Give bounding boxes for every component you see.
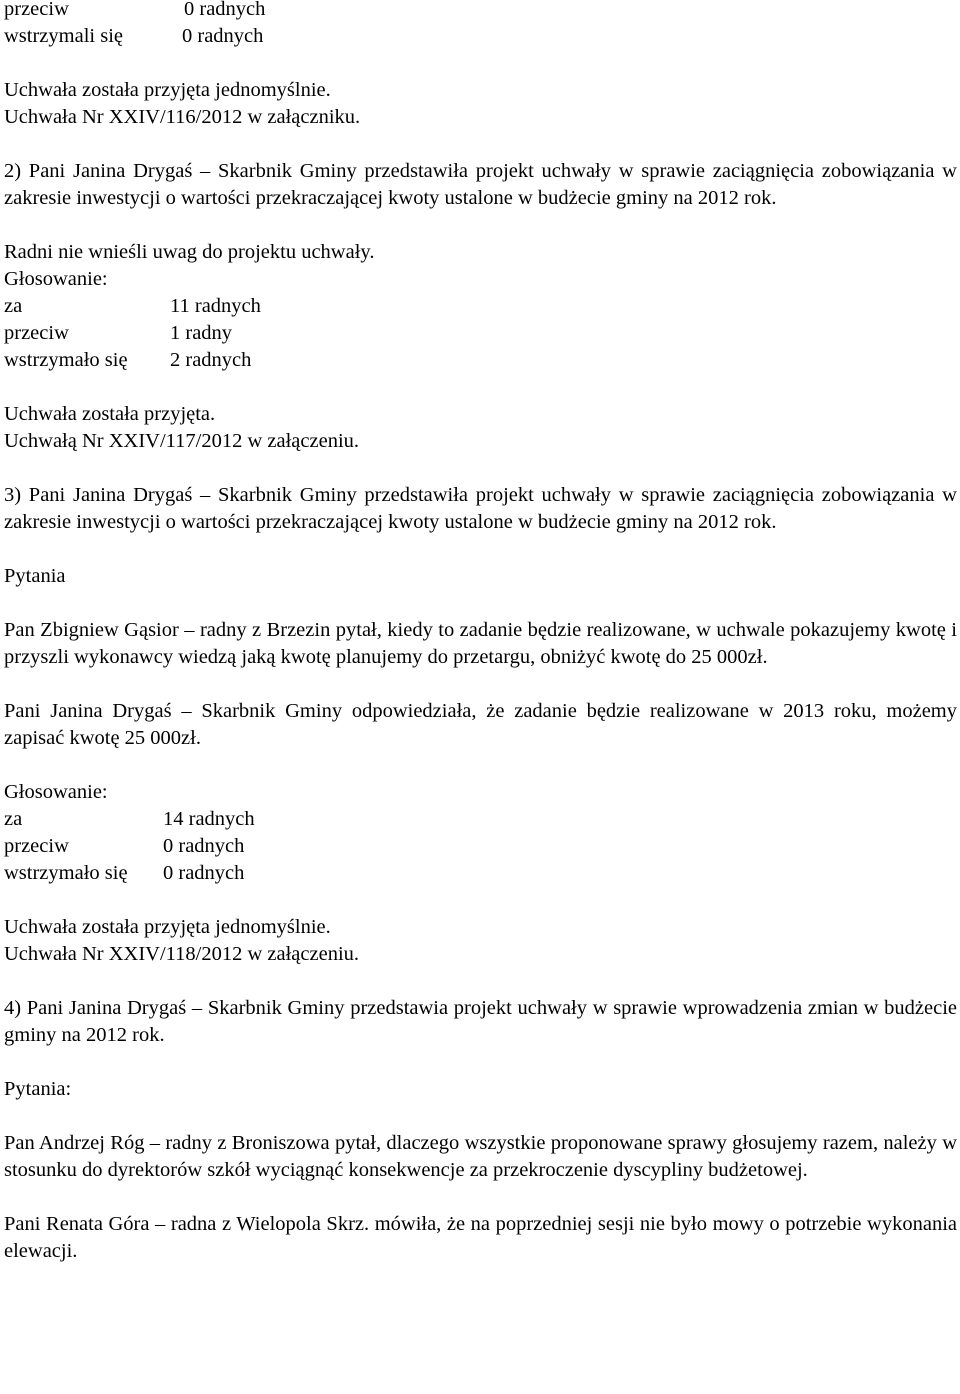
vote-heading: Głosowanie: (4, 268, 108, 290)
question-paragraph: Pan Andrzej Róg – radny z Broniszowa pytał, dlaczego wszystkie proponowane sprawy głosujemy razem, należy w stosunku do dyrektorów szkół wyciągnąć konsekwencje za przekroczenie dyscypliny budżetowej. (4, 1132, 957, 1181)
agenda-item-3: 3) Pani Janina Drygaś – Skarbnik Gminy przedstawiła projekt uchwały w sprawie zaciągnięcia zobowiązania w zakresie inwestycji o wartości przekraczającej kwoty ustalone w budżecie gminy na 2012 rok. (4, 484, 957, 533)
answer-paragraph: Pani Janina Drygaś – Skarbnik Gminy odpowiedziała, że zadanie będzie realizowane w 2013 roku, możemy zapisać kwotę 25 000zł. (4, 700, 957, 749)
vote-value: 2 radnych (170, 349, 252, 371)
resolution-status: Uchwała została przyjęta. (4, 403, 216, 425)
questions-heading: Pytania (4, 565, 66, 587)
vote-value: 0 radnych (163, 862, 245, 884)
question-paragraph: Pan Zbigniew Gąsior – radny z Brzezin pytał, kiedy to zadanie będzie realizowane, w uchwale pokazujemy kwotę i przyszli wykonawcy wiedzą jaką kwotę planujemy do przetargu, obniżyć kwotę do 25 000zł. (4, 619, 957, 668)
vote-value: 11 radnych (170, 295, 261, 317)
resolution-status: Uchwała została przyjęta jednomyślnie. (4, 916, 331, 938)
vote-label: wstrzymało się (4, 349, 128, 371)
agenda-item-2: 2) Pani Janina Drygaś – Skarbnik Gminy przedstawiła projekt uchwały w sprawie zaciągnięcia zobowiązania w zakresie inwestycji o wartości przekraczającej kwoty ustalone w budżecie gminy na 2012 rok. (4, 160, 957, 209)
vote-label: przeciw (4, 835, 69, 857)
vote-row (4, 293, 957, 320)
vote-value: 14 radnych (163, 808, 255, 830)
document-page (4, 0, 957, 1265)
vote-label: za (4, 808, 23, 830)
agenda-item-4: 4) Pani Janina Drygaś – Skarbnik Gminy przedstawia projekt uchwały w sprawie wprowadzenia zmian w budżecie gminy na 2012 rok. (4, 997, 957, 1046)
vote-label: przeciw (4, 322, 69, 344)
vote-value: 1 radny (170, 322, 233, 344)
questions-heading: Pytania: (4, 1078, 72, 1100)
vote-row (4, 860, 957, 887)
question-paragraph: Pani Renata Góra – radna z Wielopola Skrz. mówiła, że na poprzedniej sesji nie było mowy o potrzebie wykonania elewacji. (4, 1213, 957, 1262)
vote-label: za (4, 295, 23, 317)
vote-row (4, 320, 957, 347)
resolution-number: Uchwała Nr XXIV/118/2012 w załączeniu. (4, 943, 360, 965)
remarks-note: Radni nie wnieśli uwag do projektu uchwały. (4, 241, 375, 263)
vote-row (4, 347, 957, 374)
resolution-status: Uchwała została przyjęta jednomyślnie. (4, 79, 331, 101)
vote-label: wstrzymali się (4, 25, 123, 47)
vote-label: wstrzymało się (4, 862, 128, 884)
vote-value: 0 radnych (182, 25, 264, 47)
vote-row (4, 0, 957, 23)
vote-row (4, 833, 957, 860)
vote-value: 0 radnych (184, 0, 266, 20)
vote-value: 0 radnych (163, 835, 245, 857)
resolution-number: Uchwała Nr XXIV/116/2012 w załączniku. (4, 106, 361, 128)
vote-label: przeciw (4, 0, 69, 20)
vote-heading: Głosowanie: (4, 781, 108, 803)
resolution-number: Uchwałą Nr XXIV/117/2012 w załączeniu. (4, 430, 360, 452)
vote-row (4, 806, 957, 833)
vote-row (4, 23, 957, 50)
